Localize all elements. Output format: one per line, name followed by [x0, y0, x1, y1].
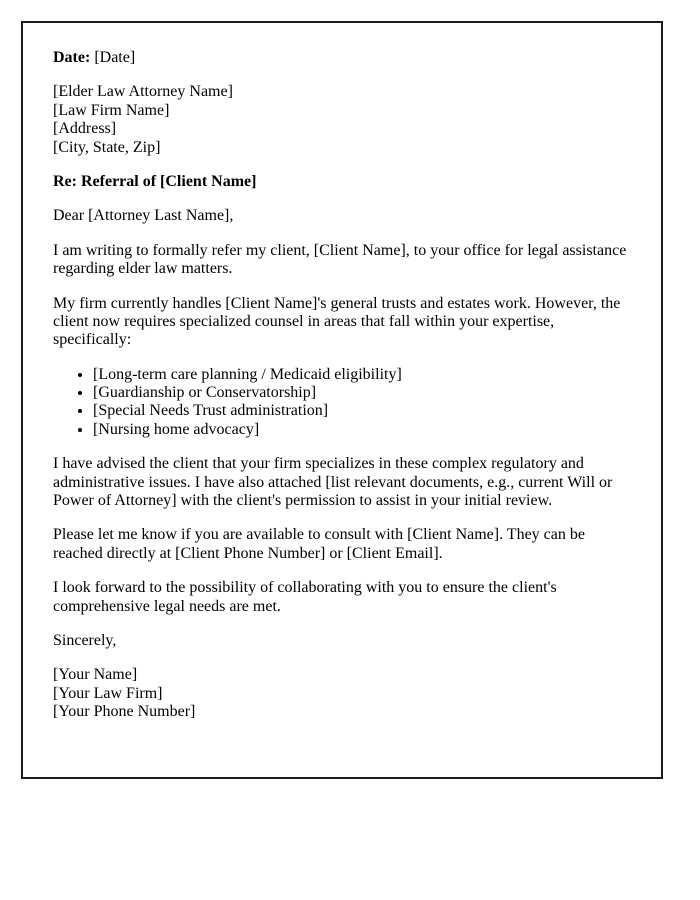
letter-document	[21, 21, 663, 779]
referral-areas-list	[53, 366, 631, 440]
recipient-city-state-zip: [City, State, Zip]	[53, 138, 161, 156]
list-item-nursing-home: • [Nursing home advocacy]	[93, 421, 631, 439]
recipient-firm-name: [Law Firm Name]	[53, 101, 170, 119]
date-value: [Date]	[94, 49, 136, 66]
recipient-address-block	[53, 83, 631, 157]
body-paragraph-collaboration: I look forward to the possibility of collaborating with you to ensure the client's comprehensive legal needs are met.	[53, 579, 557, 615]
recipient-attorney-name: [Elder Law Attorney Name]	[53, 83, 233, 101]
list-item-guardianship: • [Guardianship or Conservatorship]	[93, 384, 631, 402]
signature-name: [Your Name]	[53, 666, 138, 684]
salutation: Dear [Attorney Last Name],	[53, 207, 234, 225]
body-paragraph-attachments: I have advised the client that your firm specializes in these complex regulatory and administrative issues. I have also attached [list relevant documents, e.g., current Will or Power of Attorney] with the client's permission to assist in your initial review.	[53, 455, 613, 510]
signature-firm: [Your Law Firm]	[53, 684, 163, 702]
subject-line: Re: Referral of [Client Name]	[53, 172, 257, 190]
body-paragraph-context: My firm currently handles [Client Name]'s general trusts and estates work. However, the client now requires specialized counsel in areas that fall within your expertise, specifically:	[53, 294, 621, 349]
signature-block	[53, 666, 631, 721]
body-paragraph-intro: I am writing to formally refer my client, [Client Name], to your office for legal assistance regarding elder law matters.	[53, 241, 627, 278]
signature-phone: [Your Phone Number]	[53, 703, 196, 721]
recipient-address: [Address]	[53, 120, 117, 138]
date-label: Date:	[53, 49, 91, 66]
date-line	[53, 49, 631, 67]
body-paragraph-contact: Please let me know if you are available to consult with [Client Name]. They can be reached directly at [Client Phone Number] or [Client Email].	[53, 526, 585, 562]
closing: Sincerely,	[53, 631, 117, 649]
list-item-special-needs-trust: • [Special Needs Trust administration]	[93, 402, 631, 420]
list-item-long-term-care: • [Long-term care planning / Medicaid eligibility]	[93, 366, 631, 384]
